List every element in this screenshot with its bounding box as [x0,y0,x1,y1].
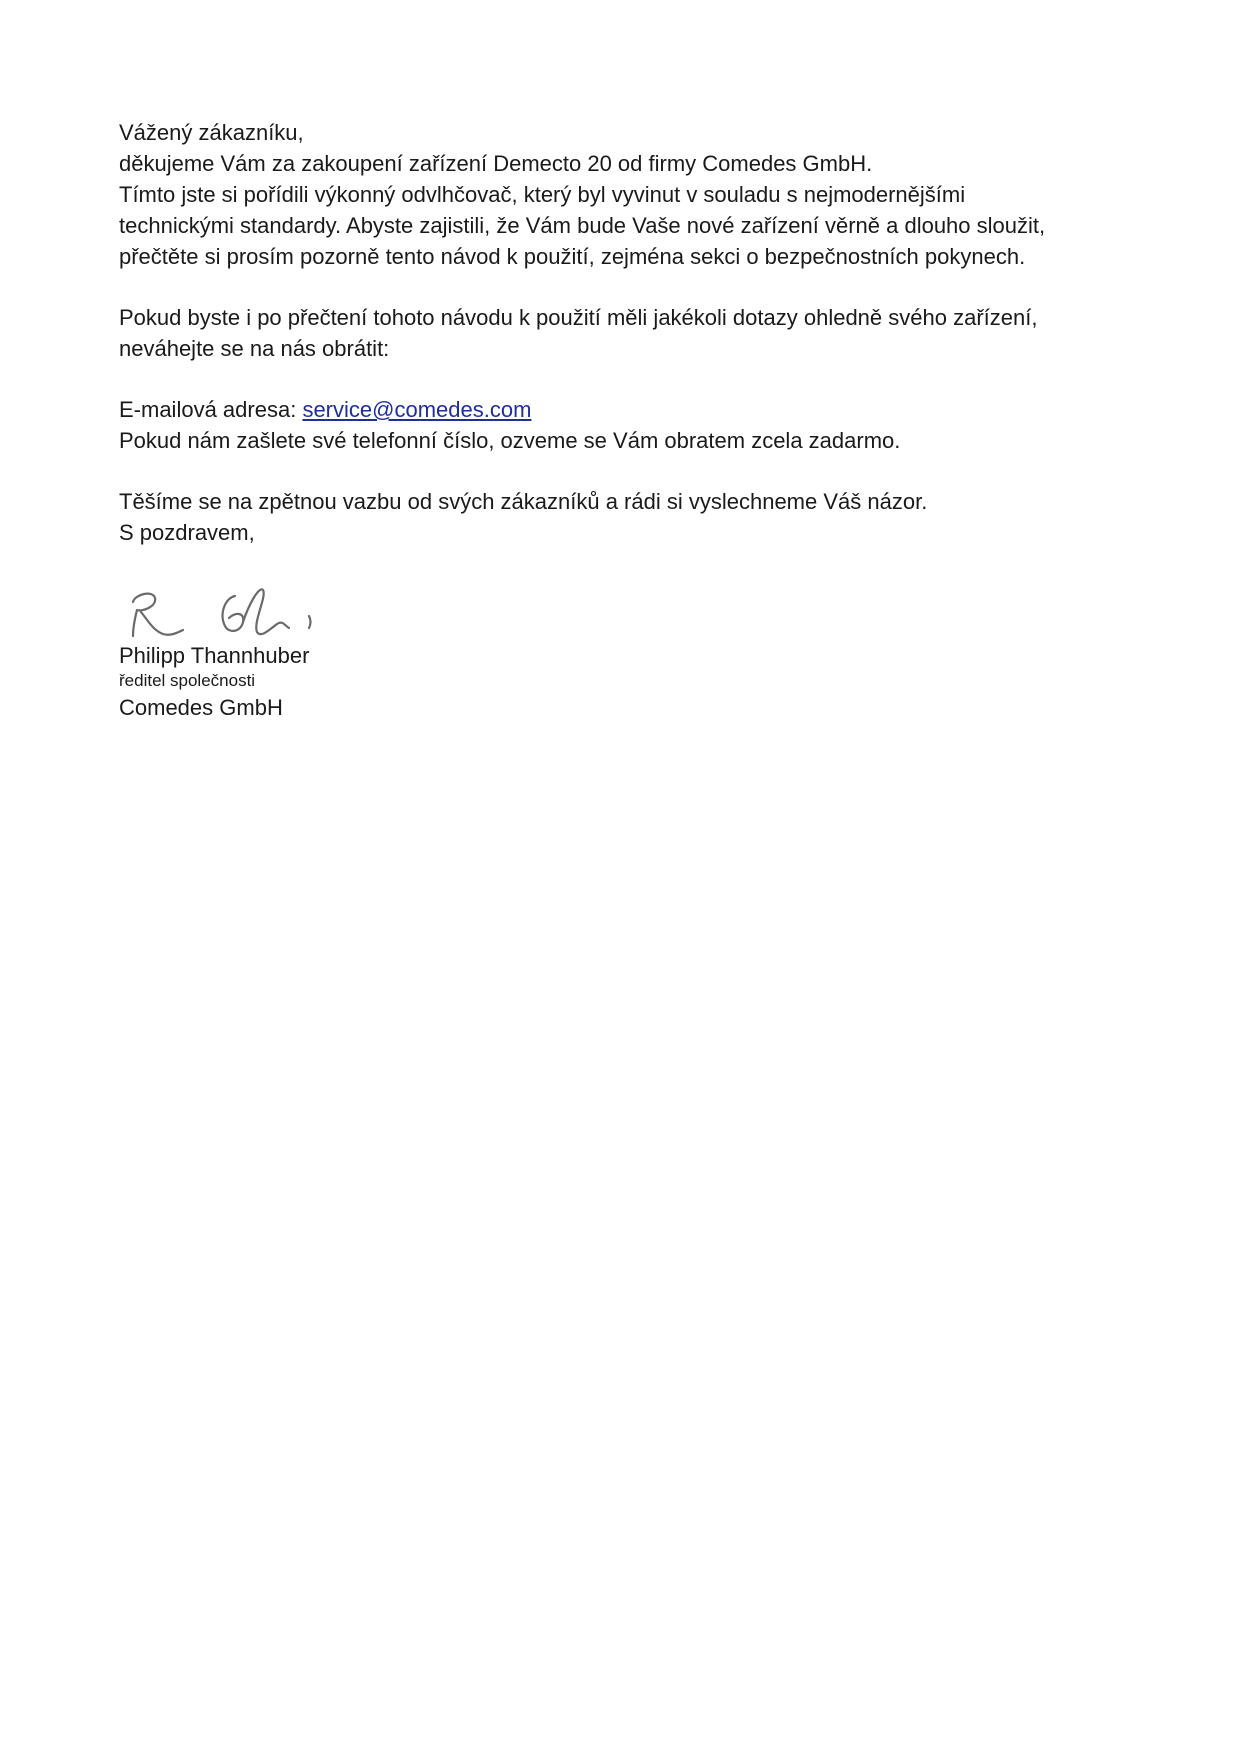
questions-paragraph [119,302,1119,364]
signer-name: Philipp Thannhuber [119,643,310,668]
product-paragraph [119,179,1119,272]
product-paragraph-line: technickými standardy. Abyste zajistili, že Vám bude Vaše nové zařízení věrně a dlouho sloužit, [119,213,1046,238]
questions-paragraph-line: Pokud byste i po přečtení tohoto návodu k použití měli jakékoli dotazy ohledně svého zařízení, [119,305,1038,330]
email-link[interactable]: service@comedes.com [302,397,532,422]
greeting: Vážený zákazníku, [119,120,304,145]
letter-body [119,117,1119,723]
questions-paragraph-line: neváhejte se na nás obrátit: [119,336,390,361]
signature-stroke [141,612,183,635]
phone-note: Pokud nám zašlete své telefonní číslo, ozveme se Vám obratem zcela zadarmo. [119,428,901,453]
product-paragraph-line: přečtěte si prosím pozorně tento návod k použití, zejména sekci o bezpečnostních pokynech. [119,244,1026,269]
email-label: E-mailová adresa: [119,397,297,422]
signature-stroke [223,596,244,631]
company-name: Comedes GmbH [119,695,283,720]
signer-title: ředitel společnosti [119,671,256,690]
closing: S pozdravem, [119,520,255,545]
feedback-paragraph: Těšíme se na zpětnou vazbu od svých zákazníků a rádi si vyslechneme Váš názor. [119,489,928,514]
thank-you-paragraph: děkujeme Vám za zakoupení zařízení Demecto 20 od firmy Comedes GmbH. [119,151,873,176]
handwritten-signature [119,582,329,642]
email-line [119,394,1119,425]
signature-stroke [243,589,289,634]
signature-stroke [309,616,311,628]
product-paragraph-line: Tímto jste si pořídili výkonný odvlhčovač, který byl vyvinut v souladu s nejmodernějšími [119,182,966,207]
contact-block [119,394,1119,456]
